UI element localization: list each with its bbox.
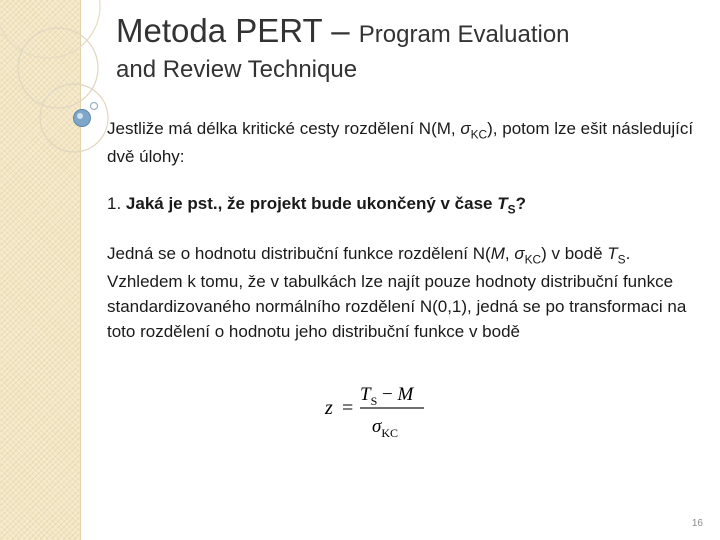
intro-paragraph: Jestliže má délka kritické cesty rozdělení N(M, $\sigma_{KC}$), potom lze ešit následující dvě úlohy:: [107, 119, 694, 166]
title-line-two: and Review Technique: [116, 56, 358, 84]
slide-title: [116, 10, 570, 85]
svg-text:z: z: [325, 397, 333, 419]
page-number: 16: [691, 518, 703, 529]
title-main: Metoda PERT –: [116, 12, 359, 49]
svg-text:σKC: $\sigma_{KC}$: [372, 416, 399, 440]
svg-text:=: =: [342, 397, 354, 419]
explanation-paragraph: Jedná se o hodnotu distribuční funkce rozdělení N(M, $\sigma_{KC}$) v bodě $T_S$. Vzhledem k tomu, že v tabulkách lze najít pouze hodnoty distribuční funkce standardizovaného normálního rozdělení N(0,1), jedná se po transformaci na toto rozdělení o hodnotu jeho distribuční funkce v bodě: [107, 244, 687, 342]
question-heading: 1. Jaká je pst., že projekt bude ukončený v čase $T_S$?: [107, 194, 526, 217]
slide-content: [107, 116, 707, 345]
svg-text:TS − M: $T_S - M$: [360, 384, 414, 408]
title-subtitle-part: Program Evaluation: [358, 21, 570, 48]
z-score-formula: [322, 378, 442, 444]
